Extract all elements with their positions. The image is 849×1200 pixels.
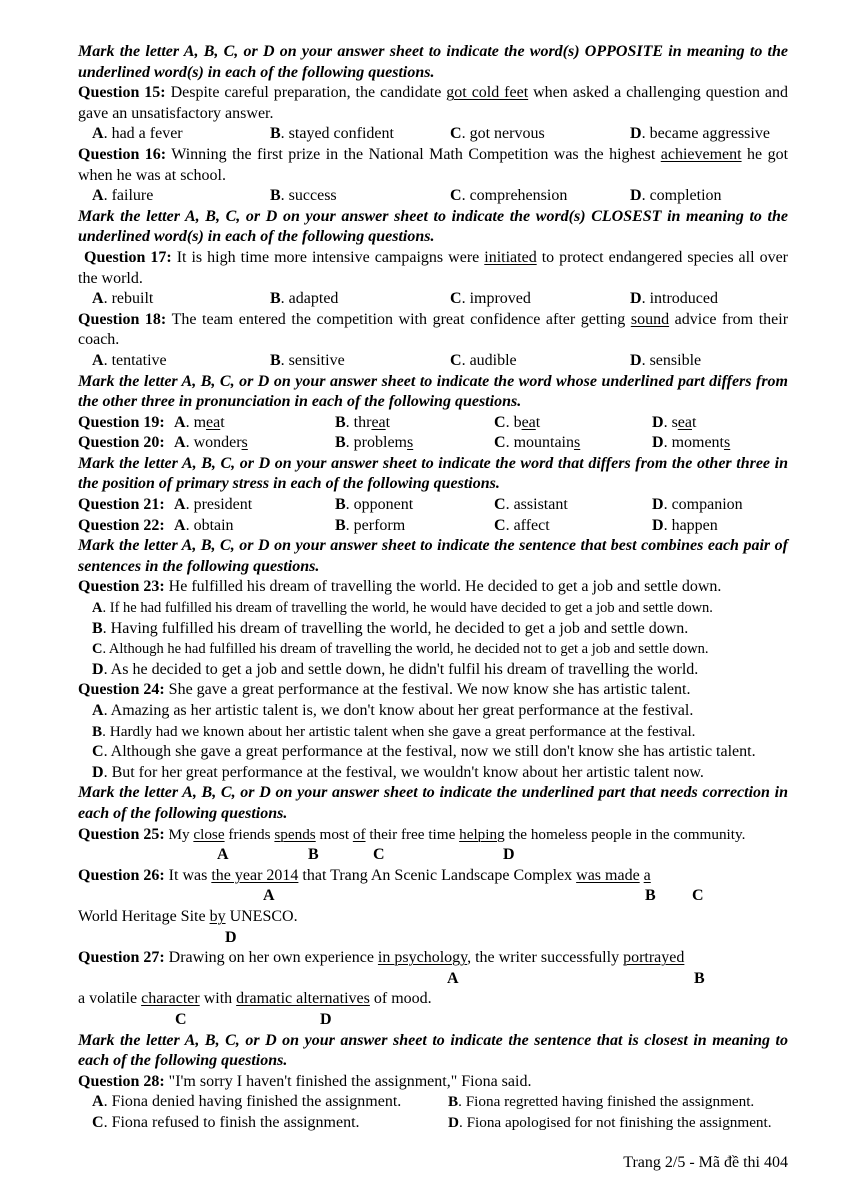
question-17-label: Question 17: xyxy=(84,248,172,266)
question-22-option-a: A. obtain xyxy=(174,516,234,534)
question-22 xyxy=(78,516,788,537)
question-20-option-a: A. wonders xyxy=(174,434,248,452)
question-24-option-b: B. Hardly had we known about her artistic talent when she gave a great performance at the festival. xyxy=(92,722,696,740)
question-16-option-a: A. failure xyxy=(92,187,154,205)
question-20-option-d: D. moments xyxy=(652,434,731,452)
question-26-marks-line2 xyxy=(78,928,788,949)
instruction-pronunciation: Mark the letter A, B, C, or D on your answer sheet to indicate the word whose underlined part differs from the other three in pronunciation in each of the following questions. xyxy=(78,372,788,411)
question-22-option-c: C. affect xyxy=(494,516,550,534)
question-23-option-b: B. Having fulfilled his dream of travelling the world, he decided to get a job and settle down. xyxy=(92,619,689,637)
question-26-label: Question 26: xyxy=(78,866,165,884)
correction-mark-a: A xyxy=(447,969,459,987)
question-16-options xyxy=(92,186,788,207)
question-15-option-b: B. stayed confident xyxy=(270,125,394,143)
question-28-option-c: C. Fiona refused to finish the assignment. xyxy=(92,1113,360,1131)
page-footer: Trang 2/5 - Mã đề thi 404 xyxy=(623,1154,788,1171)
question-21-option-a: A. president xyxy=(174,496,253,514)
question-25-label: Question 25: xyxy=(78,825,165,843)
instruction-combine-sentences: Mark the letter A, B, C, or D on your answer sheet to indicate the sentence that best combines each pair of sentences in the following questions. xyxy=(78,537,788,575)
question-18-option-d: D. sensible xyxy=(630,351,702,369)
question-15-option-d: D. became aggressive xyxy=(630,125,770,143)
question-24-option-c: C. Although she gave a great performance at the festival, now we still don't know she has artistic talent. xyxy=(92,743,756,761)
question-17-option-b: B. adapted xyxy=(270,290,339,308)
correction-mark-a: A xyxy=(217,846,229,864)
question-15-options xyxy=(92,124,788,145)
question-23-option-c: C. Although he had fulfilled his dream of travelling the world, he decided not to get a job and settle down. xyxy=(92,641,709,658)
correction-mark-c: C xyxy=(373,846,385,864)
question-16-option-c: C. comprehension xyxy=(450,187,568,205)
question-20-label: Question 20: xyxy=(78,434,165,452)
question-26 xyxy=(78,866,788,887)
question-25-marks xyxy=(78,845,788,866)
question-19-option-b: B. threat xyxy=(335,413,391,431)
question-26-stem-line1: It was the year 2014 that Trang An Scenic Landscape Complex was made a xyxy=(164,866,651,884)
question-24-option-d: D. But for her great performance at the festival, we wouldn't know about her artistic talent now. xyxy=(92,763,704,781)
question-16-label: Question 16: xyxy=(78,145,167,163)
question-28 xyxy=(78,1072,788,1093)
question-19-label: Question 19: xyxy=(78,413,165,431)
question-28-options-row2 xyxy=(92,1113,788,1134)
question-21-label: Question 21: xyxy=(78,496,165,514)
question-19 xyxy=(78,413,788,434)
question-28-option-a: A. Fiona denied having finished the assignment. xyxy=(92,1093,402,1111)
question-26-marks-line1 xyxy=(78,886,788,907)
correction-mark-d: D xyxy=(225,928,237,946)
question-27-stem-line2: a volatile character with dramatic alternatives of mood. xyxy=(78,990,432,1008)
question-22-option-d: D. happen xyxy=(652,516,718,534)
question-24-option-a: A. Amazing as her artistic talent is, we don't know about her great performance at the festival. xyxy=(92,702,694,719)
question-17-stem: It is high time more intensive campaigns were initiated to protect endangered species all over the world. xyxy=(78,248,788,287)
question-16 xyxy=(78,145,788,186)
instruction-error-correction: Mark the letter A, B, C, or D on your answer sheet to indicate the underlined part that needs correction in each of the following questions. xyxy=(78,784,788,822)
instruction-stress: Mark the letter A, B, C, or D on your answer sheet to indicate the word that differs from the other three in the position of primary stress in each of the following questions. xyxy=(78,454,788,493)
question-20-option-c: C. mountains xyxy=(494,434,581,452)
question-27-stem-line1: Drawing on her own experience in psychology, the writer successfully portrayed xyxy=(164,949,685,967)
question-21-option-b: B. opponent xyxy=(335,496,414,514)
question-19-option-c: C. beat xyxy=(494,413,541,431)
question-16-stem: Winning the first prize in the National Math Competition was the highest achievement he got when he was at school. xyxy=(78,145,789,184)
question-18-label: Question 18: xyxy=(78,310,167,328)
question-15-option-c: C. got nervous xyxy=(450,125,545,143)
question-15-label: Question 15: xyxy=(78,84,166,102)
question-18-options xyxy=(92,351,788,372)
question-23-option-d: D. As he decided to get a job and settle down, he didn't fulfil his dream of travelling the world. xyxy=(92,660,699,678)
correction-mark-b: B xyxy=(694,969,705,987)
question-18 xyxy=(78,310,788,351)
question-16-option-b: B. success xyxy=(270,187,337,205)
question-26-stem-line2: World Heritage Site by UNESCO. xyxy=(78,907,298,925)
question-24-stem: She gave a great performance at the festival. We now know she has artistic talent. xyxy=(164,681,691,699)
correction-mark-d: D xyxy=(320,1010,332,1028)
question-28-option-d: D. Fiona apologised for not finishing the assignment. xyxy=(448,1113,772,1131)
question-27-marks-line1 xyxy=(78,969,788,990)
question-17-option-d: D. introduced xyxy=(630,290,718,308)
correction-mark-b: B xyxy=(645,887,656,905)
question-17-option-a: A. rebuilt xyxy=(92,290,154,308)
question-19-option-d: D. seat xyxy=(652,413,697,431)
question-27-label: Question 27: xyxy=(78,949,165,967)
question-23-option-a: A. If he had fulfilled his dream of travelling the world, he would have decided to get a job and settle down. xyxy=(92,600,713,617)
question-28-label: Question 28: xyxy=(78,1072,165,1090)
question-22-option-b: B. perform xyxy=(335,516,406,534)
question-18-option-a: A. tentative xyxy=(92,351,167,369)
question-17-options xyxy=(92,289,788,310)
question-23-label: Question 23: xyxy=(78,578,165,596)
question-15-option-a: A. had a fever xyxy=(92,125,183,143)
correction-mark-b: B xyxy=(308,846,319,864)
question-18-option-b: B. sensitive xyxy=(270,351,345,369)
question-22-label: Question 22: xyxy=(78,516,165,534)
question-27 xyxy=(78,948,788,969)
question-15-stem: Despite careful preparation, the candidate got cold feet when asked a challenging question and gave an unsatisfactory answer. xyxy=(78,84,789,122)
question-25-stem: My close friends spends most of their free time helping the homeless people in the community. xyxy=(164,825,746,843)
question-23 xyxy=(78,577,788,598)
question-15 xyxy=(78,83,788,124)
correction-mark-a: A xyxy=(263,887,275,905)
question-20-option-b: B. problems xyxy=(335,434,414,452)
instruction-opposite-meaning: Mark the letter A, B, C, or D on your answer sheet to indicate the word(s) OPPOSITE in meaning to the underlined word(s) in each of the following questions. xyxy=(78,43,788,81)
question-28-options-row1 xyxy=(92,1092,788,1113)
question-17-option-c: C. improved xyxy=(450,290,531,308)
question-24 xyxy=(78,680,788,701)
question-25 xyxy=(78,825,788,846)
question-19-option-a: A. meat xyxy=(174,413,225,431)
correction-mark-d: D xyxy=(503,846,515,864)
question-28-option-b: B. Fiona regretted having finished the assignment. xyxy=(448,1093,755,1111)
question-21 xyxy=(78,495,788,516)
question-28-stem: "I'm sorry I haven't finished the assignment," Fiona said. xyxy=(164,1072,532,1090)
instruction-closest-word: Mark the letter A, B, C, or D on your answer sheet to indicate the word(s) CLOSEST in meaning to the underlined word(s) in each of the following questions. xyxy=(78,207,788,246)
question-18-stem: The team entered the competition with great confidence after getting sound advice from their coach. xyxy=(78,310,789,349)
question-20 xyxy=(78,433,788,454)
correction-mark-c: C xyxy=(175,1010,187,1028)
question-18-option-c: C. audible xyxy=(450,351,517,369)
correction-mark-c: C xyxy=(692,887,704,905)
question-23-stem: He fulfilled his dream of travelling the world. He decided to get a job and settle down. xyxy=(164,578,722,596)
instruction-closest-sentence: Mark the letter A, B, C, or D on your answer sheet to indicate the sentence that is closest in meaning to each of the following questions. xyxy=(78,1031,788,1070)
question-24-label: Question 24: xyxy=(78,681,165,699)
question-21-option-c: C. assistant xyxy=(494,496,568,514)
question-16-option-d: D. completion xyxy=(630,187,722,205)
question-27-marks-line2 xyxy=(78,1010,788,1031)
question-17 xyxy=(78,248,788,289)
question-21-option-d: D. companion xyxy=(652,496,743,514)
